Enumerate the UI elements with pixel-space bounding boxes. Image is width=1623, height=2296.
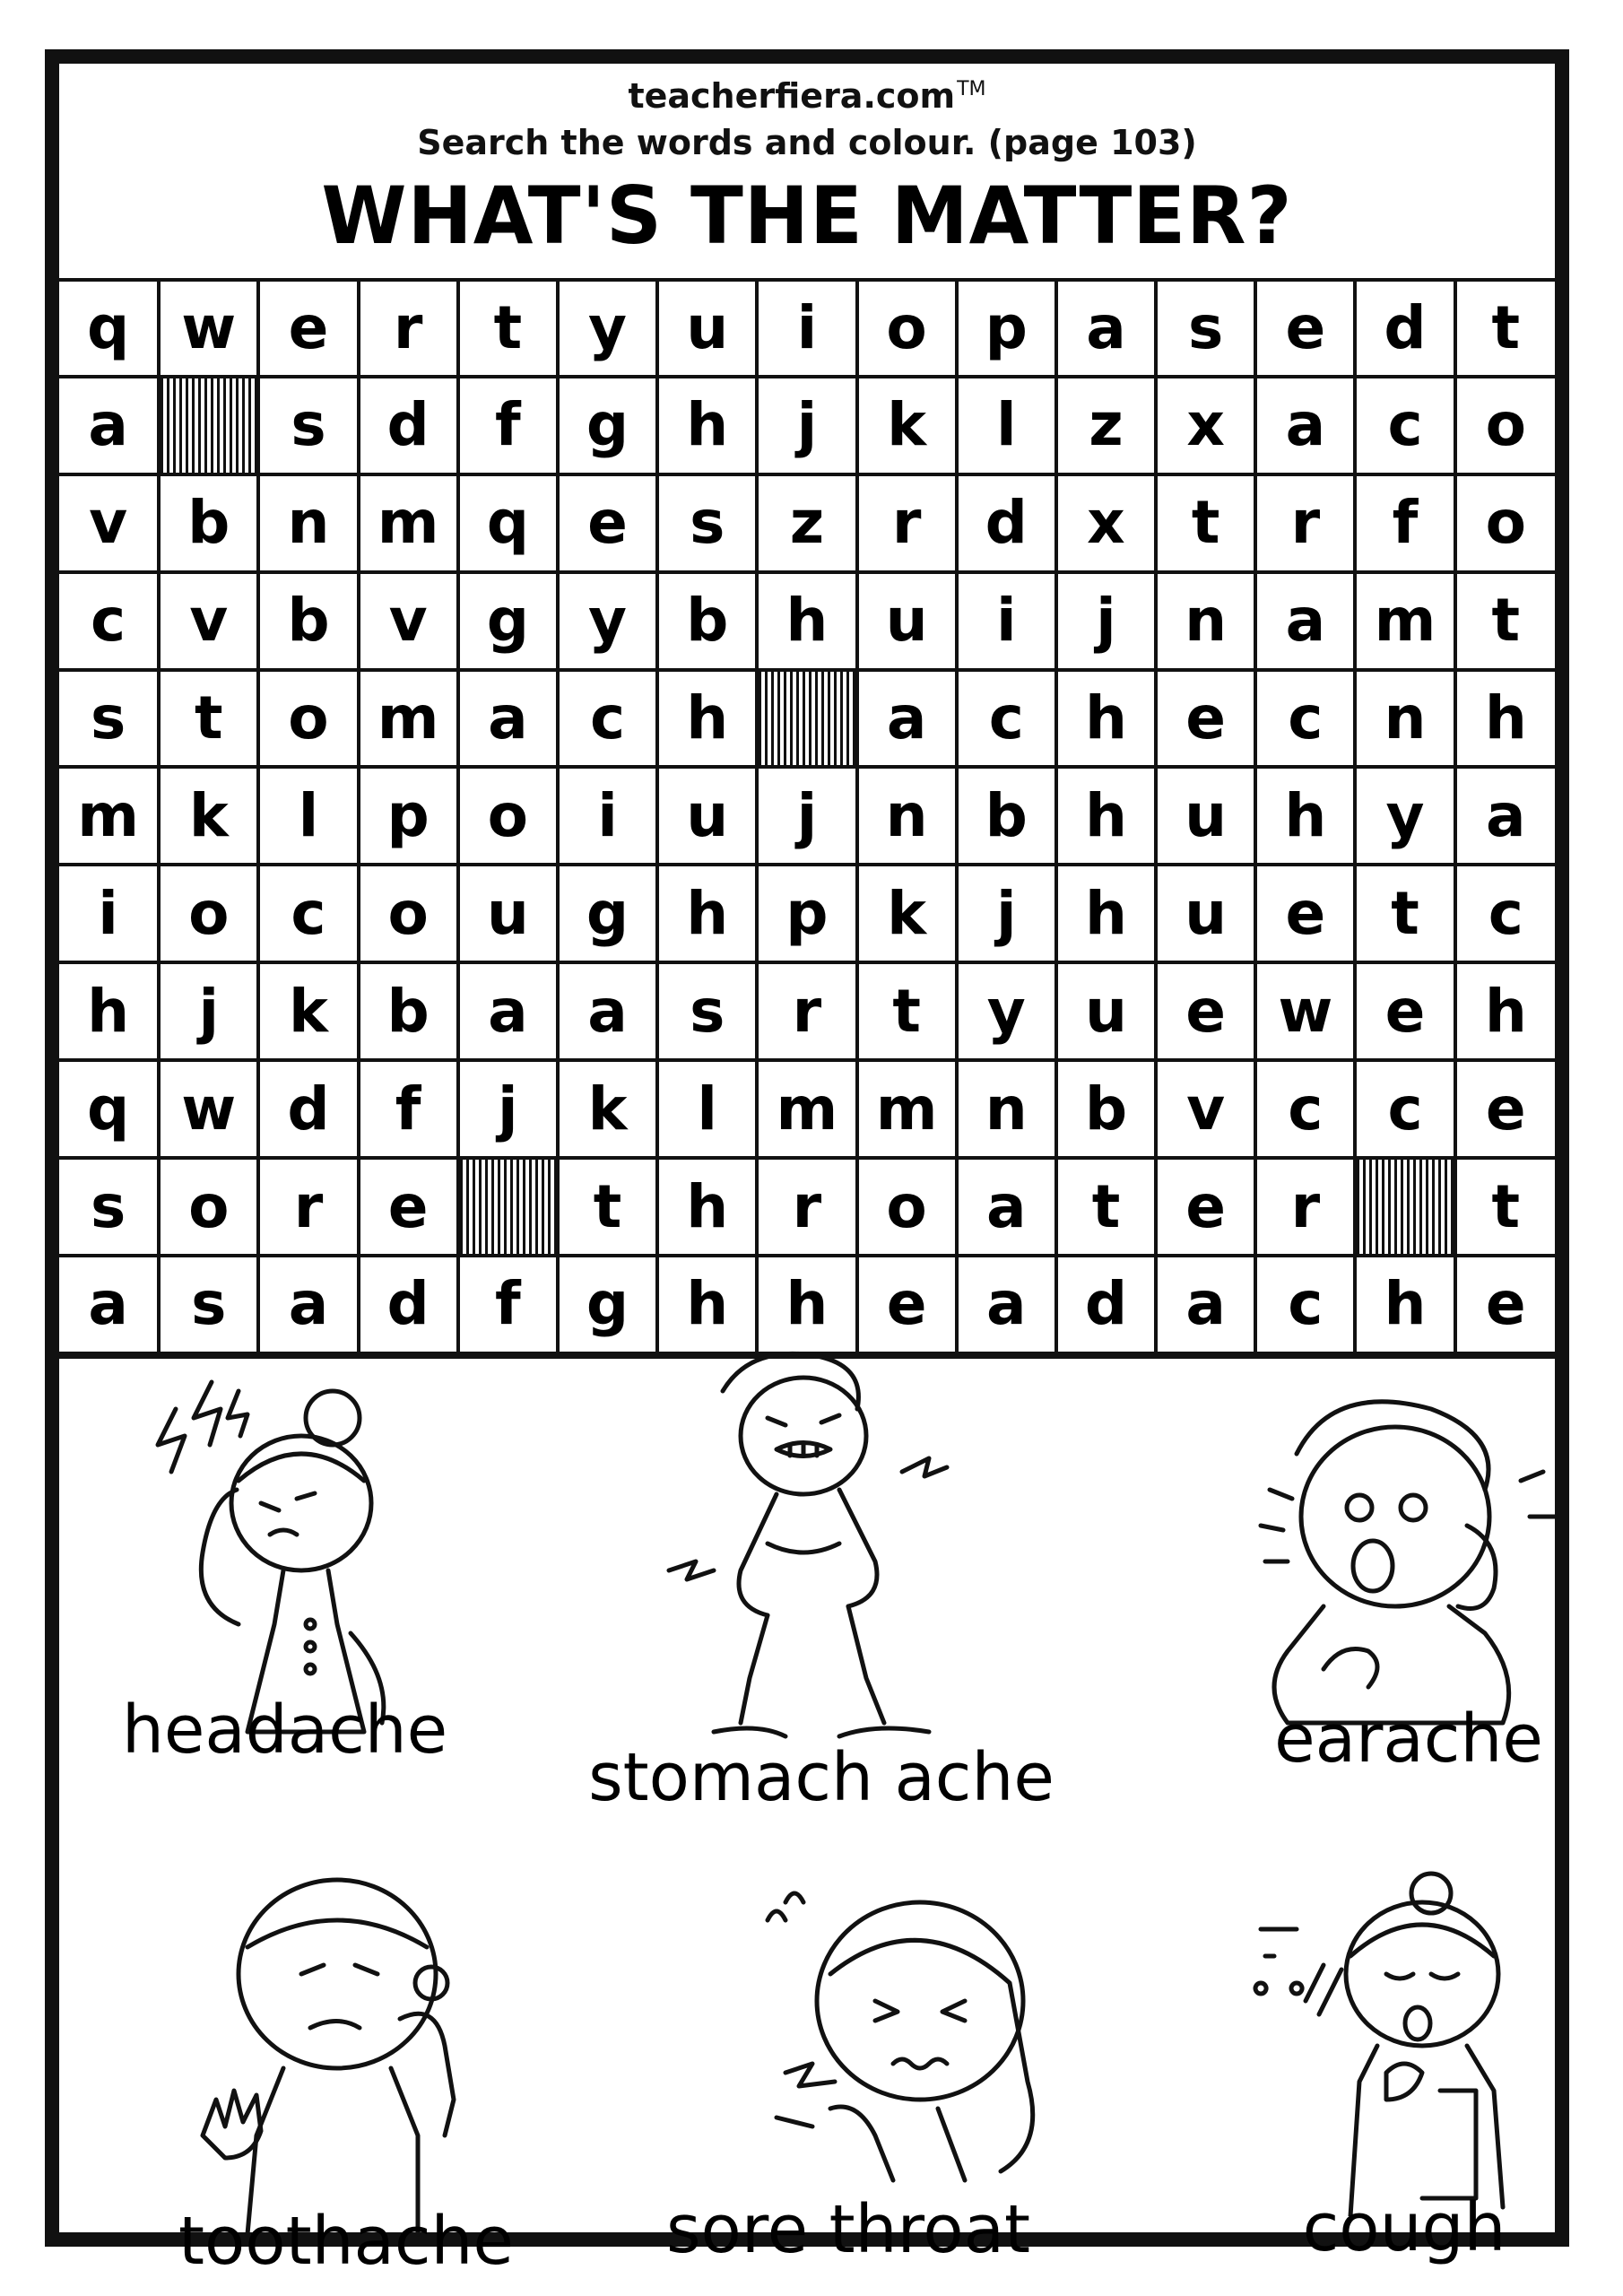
grid-cell[interactable]: h <box>1056 670 1156 768</box>
grid-cell[interactable]: a <box>1255 572 1355 670</box>
grid-cell[interactable]: u <box>1156 865 1255 962</box>
grid-cell[interactable]: l <box>657 1060 757 1158</box>
grid-cell[interactable]: a <box>957 1256 1056 1353</box>
grid-cell[interactable]: e <box>1255 282 1355 377</box>
grid-cell[interactable]: j <box>1056 572 1156 670</box>
worksheet <box>45 49 1569 2280</box>
grid-cell[interactable]: h <box>757 1256 856 1353</box>
grid-cell[interactable]: o <box>1455 377 1555 474</box>
grid-cell[interactable]: m <box>59 767 159 865</box>
grid-cell[interactable]: u <box>657 282 757 377</box>
grid-cell[interactable]: c <box>957 670 1056 768</box>
grid-cell[interactable]: s <box>657 474 757 572</box>
grid-cell[interactable]: n <box>957 1060 1056 1158</box>
grid-cell[interactable]: e <box>558 474 657 572</box>
grid-cell[interactable]: a <box>258 1256 358 1353</box>
grid-cell[interactable]: a <box>1455 767 1555 865</box>
grid-cell[interactable]: s <box>1156 282 1255 377</box>
grid-cell[interactable]: i <box>59 865 159 962</box>
grid-cell[interactable]: c <box>558 670 657 768</box>
grid-cell[interactable]: r <box>258 1158 358 1256</box>
grid-cell[interactable]: n <box>857 767 957 865</box>
grid-cell[interactable]: t <box>159 670 258 768</box>
grid-row <box>59 282 1555 377</box>
grid-cell[interactable]: a <box>59 377 159 474</box>
grid-cell[interactable]: a <box>558 962 657 1060</box>
grid-cell[interactable]: k <box>258 962 358 1060</box>
grid-cell[interactable]: o <box>258 670 358 768</box>
grid-row <box>59 1158 1555 1256</box>
grid-cell[interactable]: c <box>1355 1060 1454 1158</box>
grid-cell[interactable]: c <box>59 572 159 670</box>
grid-cell[interactable]: i <box>957 572 1056 670</box>
caption-cough: cough <box>1302 2189 1506 2266</box>
grid-cell-shaded[interactable] <box>458 1158 558 1256</box>
grid-cell[interactable]: z <box>757 474 856 572</box>
grid-cell[interactable]: r <box>757 962 856 1060</box>
grid-cell[interactable]: o <box>458 767 558 865</box>
grid-cell[interactable]: v <box>159 572 258 670</box>
grid-cell[interactable]: o <box>359 865 458 962</box>
grid-cell[interactable]: p <box>359 767 458 865</box>
grid-cell-shaded[interactable] <box>159 377 258 474</box>
grid-cell[interactable]: v <box>59 474 159 572</box>
grid-cell[interactable]: e <box>1156 962 1255 1060</box>
grid-cell[interactable]: s <box>657 962 757 1060</box>
grid-cell[interactable]: y <box>1355 767 1454 865</box>
grid-cell[interactable]: t <box>1355 865 1454 962</box>
grid-cell[interactable]: t <box>1455 282 1555 377</box>
caption-headache: headache <box>122 1692 448 1769</box>
grid-cell[interactable]: h <box>59 962 159 1060</box>
grid-cell[interactable]: w <box>159 282 258 377</box>
grid-cell[interactable]: j <box>757 377 856 474</box>
grid-cell[interactable]: i <box>558 767 657 865</box>
grid-cell[interactable]: d <box>359 377 458 474</box>
grid-cell[interactable]: e <box>1455 1060 1555 1158</box>
grid-cell[interactable]: m <box>1355 572 1454 670</box>
grid-cell[interactable]: t <box>1156 474 1255 572</box>
grid-cell[interactable]: f <box>1355 474 1454 572</box>
grid-cell[interactable]: b <box>657 572 757 670</box>
grid-row <box>59 767 1555 865</box>
grid-cell[interactable]: n <box>1355 670 1454 768</box>
grid-cell[interactable]: e <box>258 282 358 377</box>
grid-cell[interactable]: h <box>1056 767 1156 865</box>
stomach-ache-illustration <box>633 1337 1010 1750</box>
page-title: WHAT'S THE MATTER? <box>321 170 1293 262</box>
grid-cell[interactable]: g <box>558 1256 657 1353</box>
grid-cell[interactable]: x <box>1156 377 1255 474</box>
grid-cell[interactable]: c <box>1355 377 1454 474</box>
grid-cell[interactable]: k <box>857 377 957 474</box>
grid-cell[interactable]: m <box>757 1060 856 1158</box>
grid-cell[interactable]: y <box>558 572 657 670</box>
grid-cell[interactable]: e <box>1156 1158 1255 1256</box>
grid-cell[interactable]: m <box>857 1060 957 1158</box>
grid-cell[interactable]: r <box>359 282 458 377</box>
grid-cell[interactable]: q <box>59 1060 159 1158</box>
grid-cell[interactable]: a <box>957 1158 1056 1256</box>
grid-cell[interactable]: f <box>458 1256 558 1353</box>
grid-cell[interactable]: n <box>258 474 358 572</box>
worksheet-header <box>59 64 1555 282</box>
caption-toothache: toothache <box>178 2203 514 2280</box>
grid-cell[interactable]: h <box>1056 865 1156 962</box>
grid-cell[interactable]: t <box>458 282 558 377</box>
sore-throat-illustration <box>759 1884 1055 2189</box>
grid-cell[interactable]: b <box>957 767 1056 865</box>
grid-cell[interactable]: p <box>757 865 856 962</box>
grid-cell[interactable]: l <box>258 767 358 865</box>
grid-cell[interactable]: b <box>359 962 458 1060</box>
grid-cell[interactable]: b <box>258 572 358 670</box>
grid-cell[interactable]: v <box>359 572 458 670</box>
grid-cell[interactable]: s <box>159 1256 258 1353</box>
grid-cell-shaded[interactable] <box>1355 1158 1454 1256</box>
grid-row <box>59 865 1555 962</box>
grid-cell[interactable]: z <box>1056 377 1156 474</box>
grid-cell[interactable]: d <box>1056 1256 1156 1353</box>
site-name: teacherfiera.com <box>628 76 956 116</box>
grid-cell[interactable]: c <box>1255 1256 1355 1353</box>
grid-cell[interactable]: o <box>857 1158 957 1256</box>
grid-cell[interactable]: j <box>159 962 258 1060</box>
grid-cell[interactable]: a <box>857 670 957 768</box>
toothache-illustration <box>185 1866 490 2243</box>
grid-cell[interactable]: a <box>458 670 558 768</box>
grid-cell[interactable]: b <box>159 474 258 572</box>
grid-cell-shaded[interactable] <box>757 670 856 768</box>
grid-cell[interactable]: a <box>59 1256 159 1353</box>
grid-cell[interactable]: r <box>857 474 957 572</box>
grid-cell[interactable]: u <box>1156 767 1255 865</box>
grid-cell[interactable]: h <box>1455 962 1555 1060</box>
grid-cell[interactable]: h <box>1255 767 1355 865</box>
instruction: Search the words and colour. (page 103) <box>417 123 1197 162</box>
grid-cell[interactable]: d <box>957 474 1056 572</box>
grid-cell[interactable]: o <box>857 282 957 377</box>
grid-cell[interactable]: c <box>1255 1060 1355 1158</box>
grid-cell[interactable]: u <box>458 865 558 962</box>
site-credit <box>59 76 1555 116</box>
grid-cell[interactable]: e <box>1455 1256 1555 1353</box>
grid-cell[interactable]: s <box>59 1158 159 1256</box>
grid-cell[interactable]: o <box>1455 474 1555 572</box>
grid-cell[interactable]: p <box>957 282 1056 377</box>
grid-cell[interactable]: c <box>1255 670 1355 768</box>
cough-illustration <box>1243 1857 1530 2216</box>
grid-cell[interactable]: k <box>558 1060 657 1158</box>
grid-cell[interactable]: w <box>1255 962 1355 1060</box>
grid-cell[interactable]: r <box>757 1158 856 1256</box>
grid-cell[interactable]: f <box>458 377 558 474</box>
grid-cell[interactable]: t <box>1056 1158 1156 1256</box>
grid-cell[interactable]: s <box>258 377 358 474</box>
grid-cell[interactable]: a <box>1056 282 1156 377</box>
word-search-table <box>59 282 1555 1355</box>
grid-cell[interactable]: h <box>657 377 757 474</box>
grid-cell[interactable]: u <box>857 572 957 670</box>
grid-cell[interactable]: d <box>258 1060 358 1158</box>
grid-cell[interactable]: a <box>458 962 558 1060</box>
grid-row <box>59 377 1555 474</box>
grid-cell[interactable]: f <box>359 1060 458 1158</box>
grid-cell[interactable]: t <box>857 962 957 1060</box>
grid-cell[interactable]: x <box>1056 474 1156 572</box>
grid-cell[interactable]: e <box>1255 865 1355 962</box>
grid-cell[interactable]: v <box>1156 1060 1255 1158</box>
grid-cell[interactable]: o <box>159 865 258 962</box>
grid-cell[interactable]: b <box>1056 1060 1156 1158</box>
grid-row <box>59 670 1555 768</box>
grid-cell[interactable]: o <box>159 1158 258 1256</box>
headache-illustration <box>140 1355 427 1750</box>
grid-cell[interactable]: h <box>1355 1256 1454 1353</box>
grid-cell[interactable]: s <box>59 670 159 768</box>
grid-cell[interactable]: e <box>359 1158 458 1256</box>
grid-cell[interactable]: j <box>957 865 1056 962</box>
grid-cell[interactable]: k <box>857 865 957 962</box>
grid-cell[interactable]: u <box>1056 962 1156 1060</box>
grid-cell[interactable]: l <box>957 377 1056 474</box>
grid-cell[interactable]: e <box>1355 962 1454 1060</box>
grid-cell[interactable]: t <box>558 1158 657 1256</box>
grid-cell[interactable]: h <box>657 865 757 962</box>
grid-cell[interactable]: r <box>1255 474 1355 572</box>
grid-cell[interactable]: n <box>1156 572 1255 670</box>
grid-cell[interactable]: m <box>359 670 458 768</box>
grid-cell[interactable]: a <box>1156 1256 1255 1353</box>
grid-row <box>59 1060 1555 1158</box>
grid-cell[interactable]: c <box>258 865 358 962</box>
grid-cell[interactable]: d <box>359 1256 458 1353</box>
grid-cell[interactable]: y <box>558 282 657 377</box>
grid-cell[interactable]: h <box>757 572 856 670</box>
grid-row <box>59 474 1555 572</box>
grid-cell[interactable]: h <box>1455 670 1555 768</box>
caption-earache: earache <box>1274 1700 1543 1778</box>
grid-cell[interactable]: h <box>657 670 757 768</box>
grid-cell[interactable]: g <box>558 377 657 474</box>
grid-cell[interactable]: t <box>1455 572 1555 670</box>
grid-cell[interactable]: g <box>558 865 657 962</box>
word-search-grid <box>59 282 1555 1355</box>
grid-cell[interactable]: m <box>359 474 458 572</box>
grid-cell[interactable]: a <box>1255 377 1355 474</box>
grid-cell[interactable]: h <box>657 1256 757 1353</box>
grid-cell[interactable]: r <box>1255 1158 1355 1256</box>
grid-cell[interactable]: y <box>957 962 1056 1060</box>
grid-row <box>59 962 1555 1060</box>
grid-cell[interactable]: e <box>857 1256 957 1353</box>
caption-sore-throat: sore throat <box>665 2191 1031 2268</box>
grid-cell[interactable]: k <box>159 767 258 865</box>
trademark: TM <box>957 78 986 100</box>
grid-cell[interactable]: i <box>757 282 856 377</box>
grid-cell[interactable]: d <box>1355 282 1454 377</box>
grid-cell[interactable]: q <box>59 282 159 377</box>
grid-cell[interactable]: u <box>657 767 757 865</box>
grid-cell[interactable]: q <box>458 474 558 572</box>
grid-cell[interactable]: j <box>458 1060 558 1158</box>
grid-cell[interactable]: c <box>1455 865 1555 962</box>
grid-cell[interactable]: j <box>757 767 856 865</box>
caption-stomach-ache: stomach ache <box>588 1739 1055 1816</box>
grid-cell[interactable]: g <box>458 572 558 670</box>
grid-row <box>59 572 1555 670</box>
grid-cell[interactable]: e <box>1156 670 1255 768</box>
grid-cell[interactable]: h <box>657 1158 757 1256</box>
grid-cell[interactable]: t <box>1455 1158 1555 1256</box>
grid-cell[interactable]: w <box>159 1060 258 1158</box>
